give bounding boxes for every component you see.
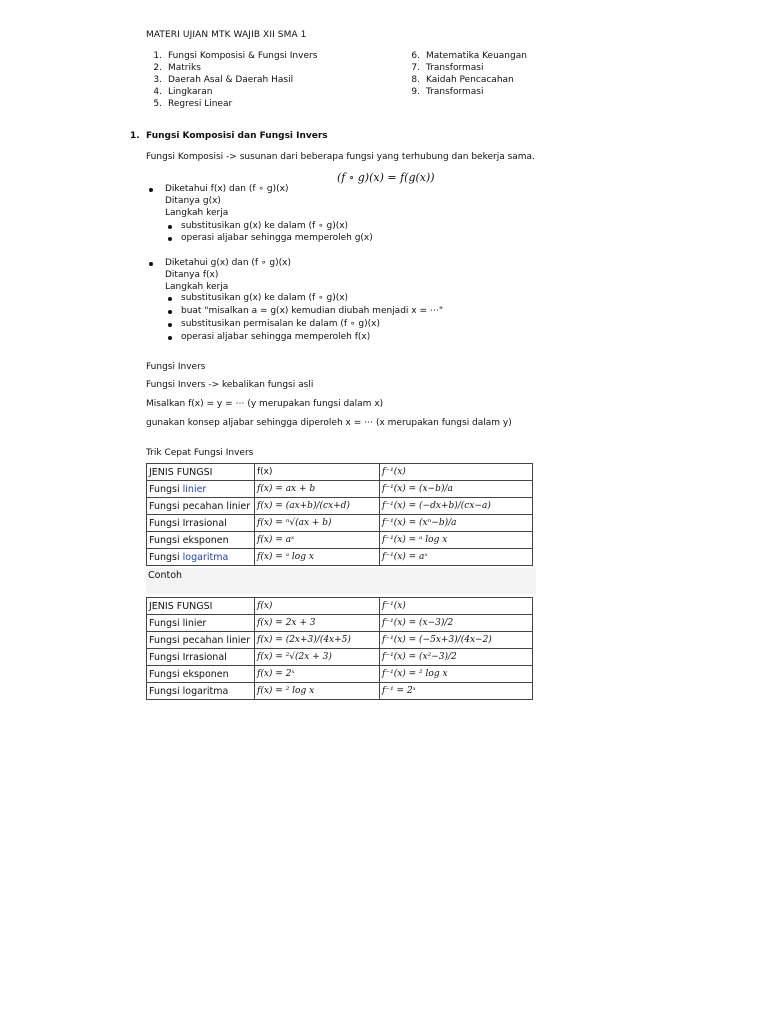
bullet-icon [168,225,172,229]
function-type-cell: Fungsi linier [147,481,255,498]
inverse-heading: Fungsi Invers [146,362,206,372]
list-item: 4. Lingkaran [153,87,213,97]
finv-cell: f⁻¹(x) = ² log x [380,666,533,683]
bullet-icon [168,237,172,241]
bullet-icon [149,188,153,192]
table-row [147,632,533,649]
case1-step: operasi aljabar sehingga memperoleh g(x) [181,233,373,243]
list-item: 7. Transformasi [411,63,484,73]
column-header: JENIS FUNGSI [147,464,255,481]
composition-definition: Fungsi Komposisi -> susunan dari beberapa fungsi yang terhubung dan bekerja sama. [146,152,535,162]
column-header: f⁻¹(x) [380,464,533,481]
list-item: 2. Matriks [153,63,201,73]
function-type-cell: Fungsi pecahan linier [147,632,255,649]
table-row [147,615,533,632]
fx-cell: f(x) = (2x+3)/(4x+5) [255,632,380,649]
column-header: f⁻¹(x) [380,598,533,615]
fx-cell: f(x) = ²√(2x + 3) [255,649,380,666]
function-type-cell: Fungsi pecahan linier [147,498,255,515]
function-type-cell: Fungsi logaritma [147,683,255,700]
bullet-icon [168,323,172,327]
fx-cell: f(x) = 2x + 3 [255,615,380,632]
case2-step: buat "misalkan a = g(x) kemudian diubah menjadi x = ⋯" [181,306,443,316]
case1-asked: Ditanya g(x) [165,196,221,206]
composition-formula: (f ∘ g)(x) = f(g(x)) [337,171,435,184]
fx-cell: f(x) = aˣ [255,532,380,549]
case1-given: Diketahui f(x) dan (f ∘ g)(x) [165,184,289,194]
list-item: 5. Regresi Linear [153,99,233,109]
finv-cell: f⁻¹(x) = (x−3)/2 [380,615,533,632]
fx-cell: f(x) = ax + b [255,481,380,498]
table-row [147,683,533,700]
table-row [147,481,533,498]
case2-given: Diketahui g(x) dan (f ∘ g)(x) [165,258,291,268]
case2-step: substitusikan permisalan ke dalam (f ∘ g)(x) [181,319,380,329]
list-item: 9. Transformasi [411,87,484,97]
finv-cell: f⁻¹(x) = (−5x+3)/(4x−2) [380,632,533,649]
fx-cell: f(x) = ⁿ√(ax + b) [255,515,380,532]
function-type-cell: Fungsi Irrasional [147,515,255,532]
case2-asked: Ditanya f(x) [165,270,219,280]
list-item: 3. Daerah Asal & Daerah Hasil [153,75,294,85]
finv-cell: f⁻¹(x) = ᵃ log x [380,532,533,549]
table-row [147,549,533,566]
bullet-icon [168,336,172,340]
function-type-cell: Fungsi eksponen [147,532,255,549]
case2-steps-title: Langkah kerja [165,282,229,292]
finv-cell: f⁻¹(x) = (xⁿ−b)/a [380,515,533,532]
case2-step: substitusikan g(x) ke dalam (f ∘ g)(x) [181,293,349,303]
finv-cell: f⁻¹(x) = (x²−3)/2 [380,649,533,666]
list-item: 1. Fungsi Komposisi & Fungsi Invers [153,51,318,61]
bullet-icon [168,310,172,314]
inverse-step-2: gunakan konsep aljabar sehingga diperoleh x = ⋯ (x merupakan fungsi dalam y) [146,418,512,428]
case2-step: operasi aljabar sehingga memperoleh f(x) [181,332,371,342]
fx-cell: f(x) = ² log x [255,683,380,700]
table-header-row [147,464,533,481]
fx-cell: f(x) = 2ˣ [255,666,380,683]
inverse-trick-table [146,463,533,566]
example-label-bar [146,568,536,594]
finv-cell: f⁻¹(x) = (x−b)/a [380,481,533,498]
list-item: 6. Matematika Keuangan [411,51,527,61]
finv-cell: f⁻¹(x) = (−dx+b)/(cx−a) [380,498,533,515]
fx-cell: f(x) = ᵃ log x [255,549,380,566]
column-header: f(x) [255,464,380,481]
list-item: 8. Kaidah Pencacahan [411,75,514,85]
inverse-example-table [146,597,533,700]
column-header: JENIS FUNGSI [147,598,255,615]
section-heading: 1. Fungsi Komposisi dan Fungsi Invers [130,131,328,141]
table-row [147,498,533,515]
case1-steps-title: Langkah kerja [165,208,229,218]
function-type-cell: Fungsi Irrasional [147,649,255,666]
column-header: f(x) [255,598,380,615]
table-header-row [147,598,533,615]
example-label: Contoh [148,570,183,581]
fx-cell: f(x) = (ax+b)/(cx+d) [255,498,380,515]
finv-cell: f⁻¹ = 2ˣ [380,683,533,700]
trick-title: Trik Cepat Fungsi Invers [146,448,254,458]
inverse-step-1: Misalkan f(x) = y = ⋯ (y merupakan fungsi dalam x) [146,399,384,409]
table-row [147,515,533,532]
function-type-cell: Fungsi linier [147,615,255,632]
document-title: MATERI UJIAN MTK WAJIB XII SMA 1 [146,30,307,40]
table-row [147,532,533,549]
inverse-definition: Fungsi Invers -> kebalikan fungsi asli [146,380,314,390]
function-type-cell: Fungsi logaritma [147,549,255,566]
table-row [147,649,533,666]
function-type-cell: Fungsi eksponen [147,666,255,683]
linier-link[interactable]: linier [182,483,207,495]
bullet-icon [149,262,153,266]
case1-step: substitusikan g(x) ke dalam (f ∘ g)(x) [181,221,349,231]
finv-cell: f⁻¹(x) = aˣ [380,549,533,566]
table-row [147,666,533,683]
logaritma-link[interactable]: logaritma [182,551,229,563]
bullet-icon [168,297,172,301]
